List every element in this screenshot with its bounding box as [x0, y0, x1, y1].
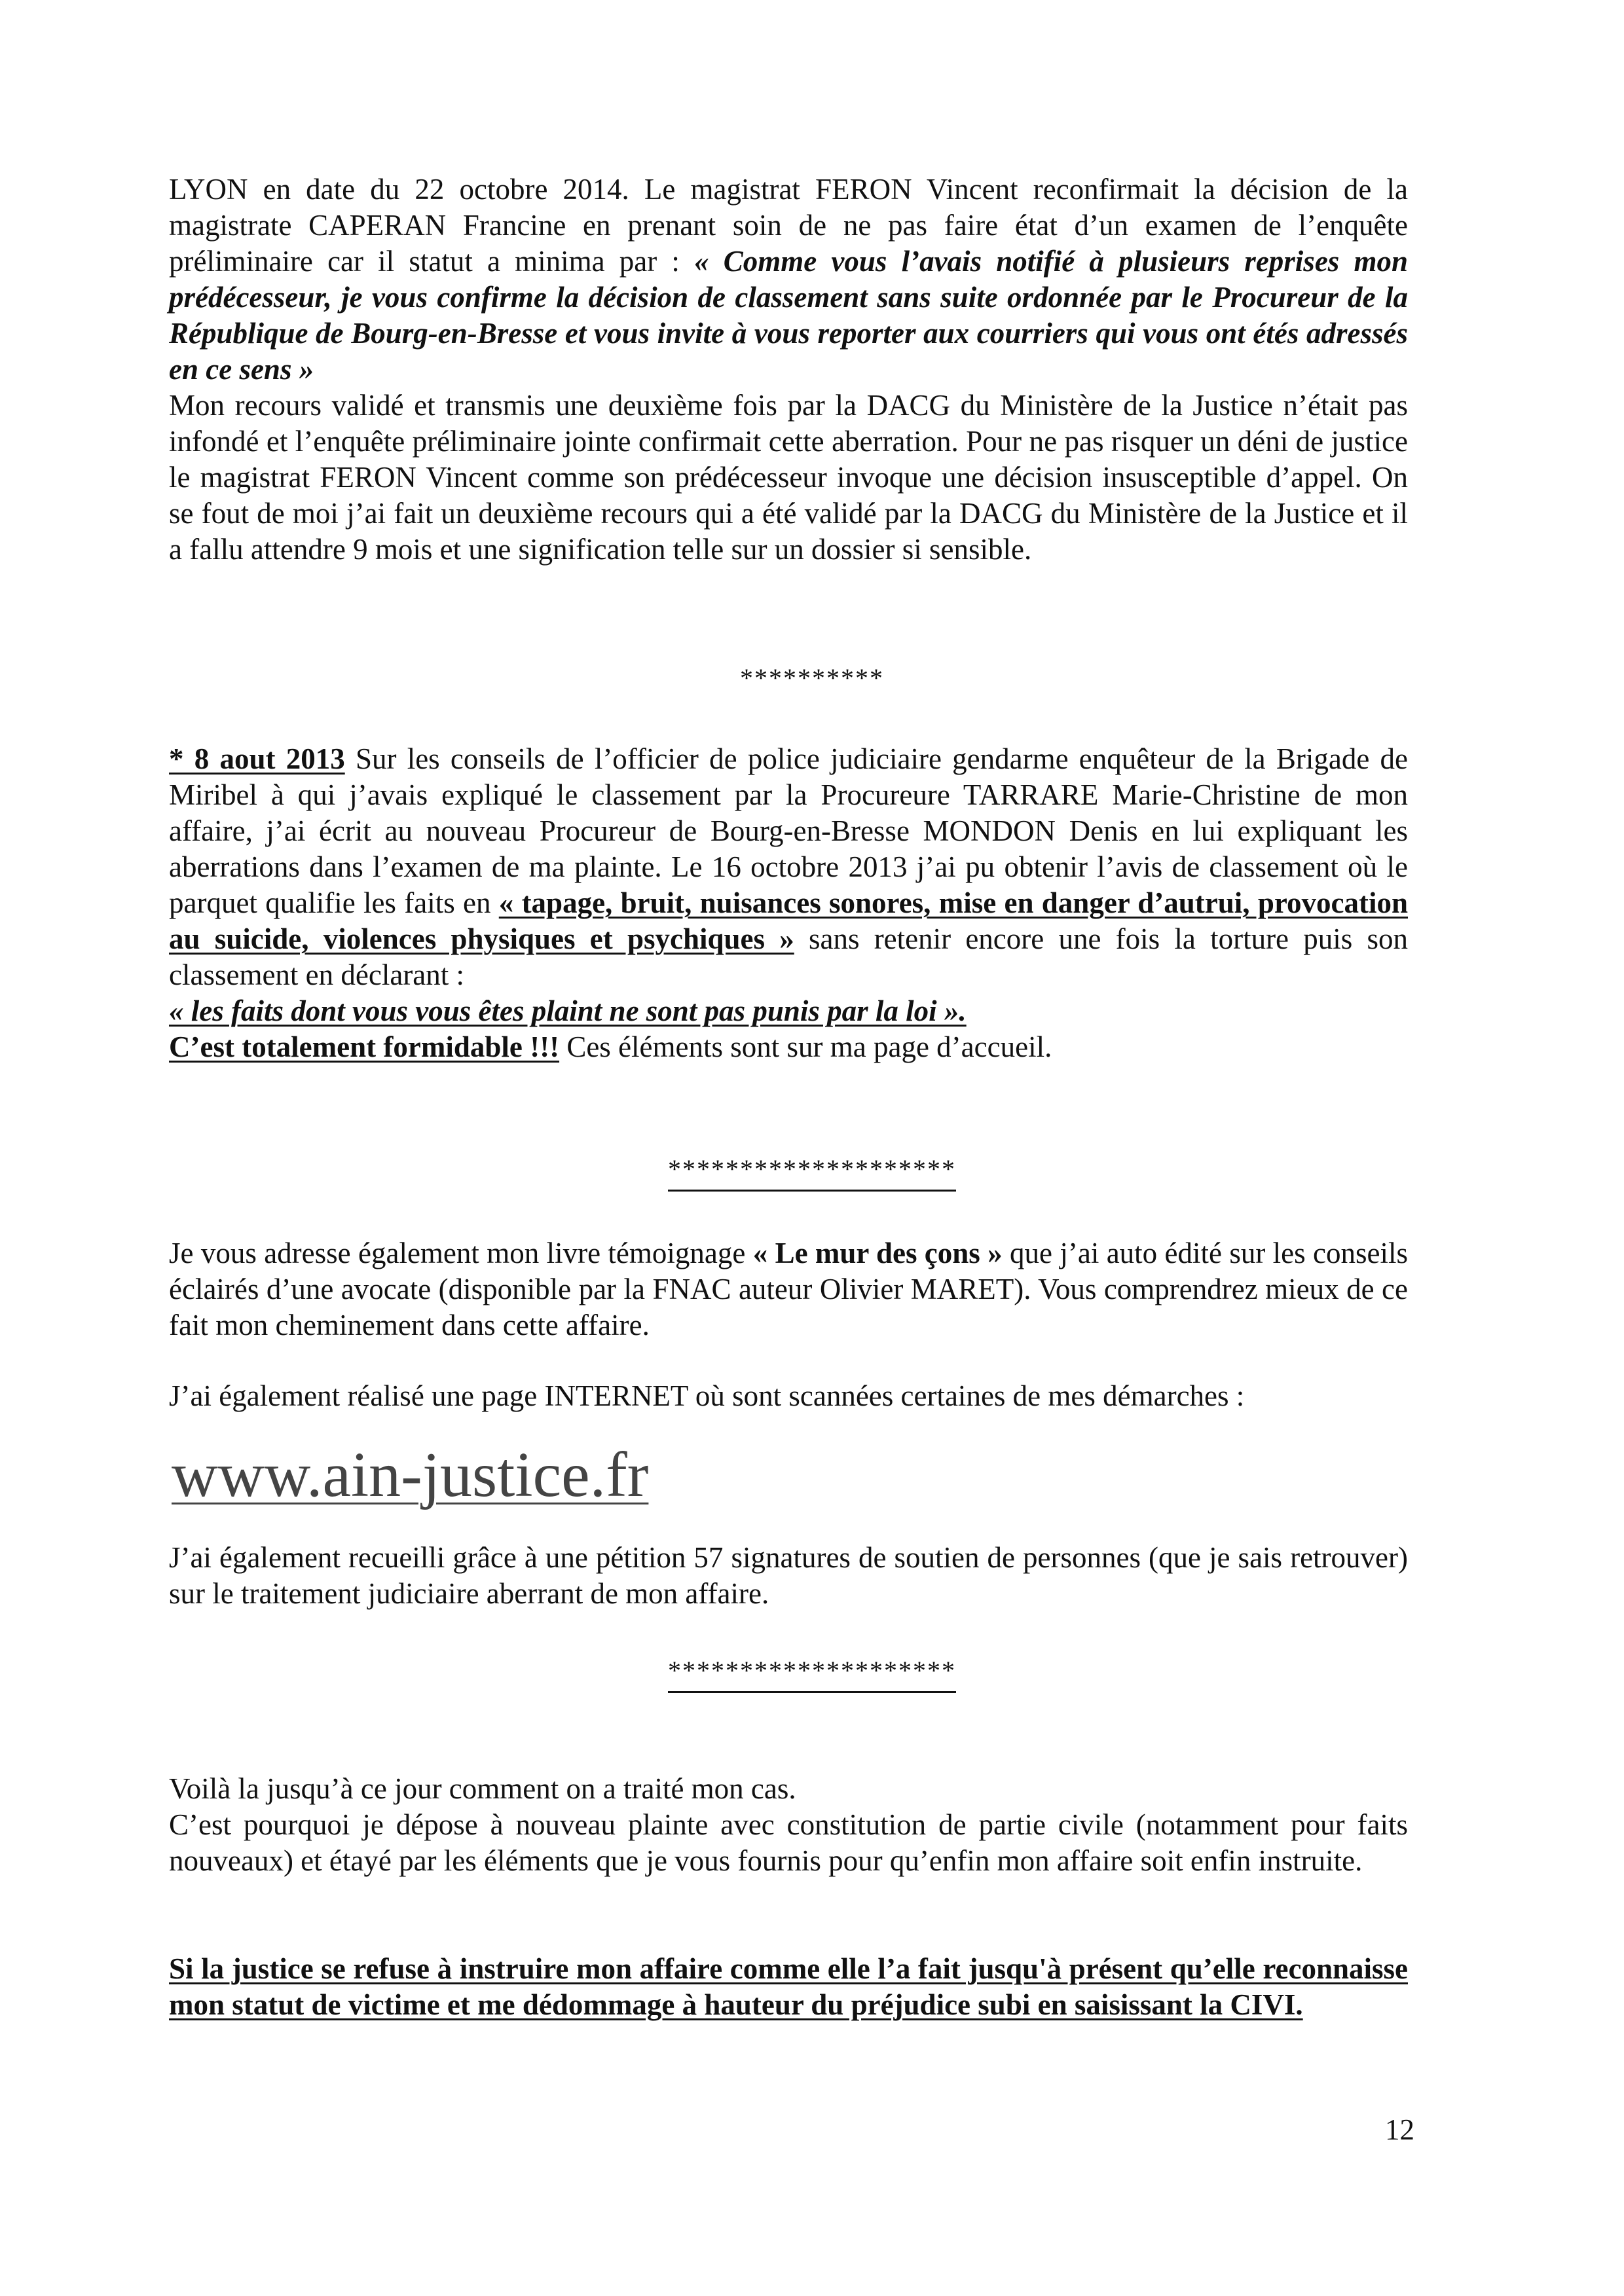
paragraph-feron-decision [169, 172, 1408, 388]
paragraph-text: Voilà la jusqu’à ce jour comment on a traité mon cas. [169, 1772, 796, 1805]
paragraph-text: J’ai également recueilli grâce à une pétition 57 signatures de soutien de personnes (que je sais retrouver) sur le traitement judiciaire aberrant de mon affaire. [169, 1541, 1408, 1610]
separator-stars-underlined-2 [0, 1655, 1624, 1693]
qualification-quote: « tapage, bruit, nuisances sonores, mise en danger d’autrui, provocation au suicide, violences physiques et psychiques » [169, 886, 1409, 955]
separator-text: ******************** [668, 1655, 956, 1693]
separator-stars-underlined [0, 1154, 1624, 1192]
classement-quote: « les faits dont vous vous êtes plaint ne sont pas punis par la loi ». [169, 994, 967, 1027]
paragraph-civi [169, 1951, 1408, 2023]
paragraph-livre [169, 1235, 1408, 1343]
paragraph-recours [169, 388, 1408, 568]
paragraph-text: Si la justice se refuse à instruire mon affaire comme elle l’a fait jusqu'à présent qu’elle reconnaisse mon statut de victime et me dédommage à hauteur du préjudice subi en saisissant la CIVI. [169, 1952, 1408, 2021]
paragraph-voila [169, 1771, 1408, 1807]
website-link[interactable]: www.ain-justice.fr [172, 1440, 649, 1510]
quoted-decision: « Comme vous l’avais notifié à plusieurs reprises mon prédécesseur, je vous confirme la décision de classement sans suite ordonnée par le Procureur de la République de Bourg-en-Bresse et vous invite à vous reporter aux courriers qui vous ont étés adressés en ce sens » [169, 245, 1408, 386]
paragraph-petition [169, 1540, 1408, 1612]
paragraph-text-2: sans retenir encore une fois la torture puis son classement en déclarant : [169, 922, 1409, 991]
paragraph-text: Sur les conseils de l’officier de police judiciaire gendarme enquêteur de la Brigade de Miribel à qui j’avais expliqué le classement par la Procureure TARRARE Marie-Christine de mon affaire, j’ai écrit au nouveau Procureur de Bourg-en-Bresse MONDON Denis en lui expliquant les aberrations dans l’examen de ma plainte. Le 16 octobre 2013 j’ai pu obtenir l’avis de classement où le parquet qualifie les faits en [169, 742, 1409, 919]
paragraph-plainte [169, 1807, 1408, 1879]
separator-text: ********** [740, 663, 884, 693]
paragraph-text: Je vous adresse également mon livre témoignage [169, 1237, 753, 1269]
paragraph-8-aout-2013 [169, 741, 1408, 1065]
date-label: * 8 aout 2013 [169, 742, 345, 775]
paragraph-text: C’est pourquoi je dépose à nouveau plainte avec constitution de partie civile (notamment pour faits nouveaux) et étayé par les éléments que je vous fournis pour qu’enfin mon affaire soit enfin instruite. [169, 1808, 1408, 1877]
paragraph-text: J’ai également réalisé une page INTERNET où sont scannées certaines de mes démarches : [169, 1379, 1245, 1412]
page-number: 12 [1385, 2113, 1414, 2146]
book-title: « Le mur des çons » [752, 1237, 1003, 1269]
separator-text: ******************** [668, 1154, 956, 1192]
paragraph-internet [169, 1378, 1408, 1414]
paragraph-text-3: Ces éléments sont sur ma page d’accueil. [559, 1030, 1052, 1063]
paragraph-text: Mon recours validé et transmis une deuxième fois par la DACG du Ministère de la Justice n’était pas infondé et l’enquête préliminaire jointe confirmait cette aberration. Pour ne pas risquer un déni de justice le magistrat FERON Vincent comme son prédécesseur invoque une décision insusceptible d’appel. On se fout de moi j’ai fait un deuxième recours qui a été validé par la DACG du Ministère de la Justice et il a fallu attendre 9 mois et une signification telle sur un dossier si sensible. [169, 389, 1408, 566]
exclamation: C’est totalement formidable !!! [169, 1030, 560, 1063]
paragraph-text: LYON en date du 22 octobre 2014. Le magistrat FERON Vincent reconfirmait la décision de la magistrate CAPERAN Francine en prenant soin de ne pas faire état d’un examen de l’enquête préliminaire car il statut a minima par : [169, 173, 1408, 278]
paragraph-text-2: que j’ai auto édité sur les conseils éclairés d’une avocate (disponible par la FNAC auteur Olivier MARET). Vous comprendrez mieux de ce fait mon cheminement dans cette affaire. [169, 1237, 1408, 1341]
separator-stars [0, 663, 1624, 699]
